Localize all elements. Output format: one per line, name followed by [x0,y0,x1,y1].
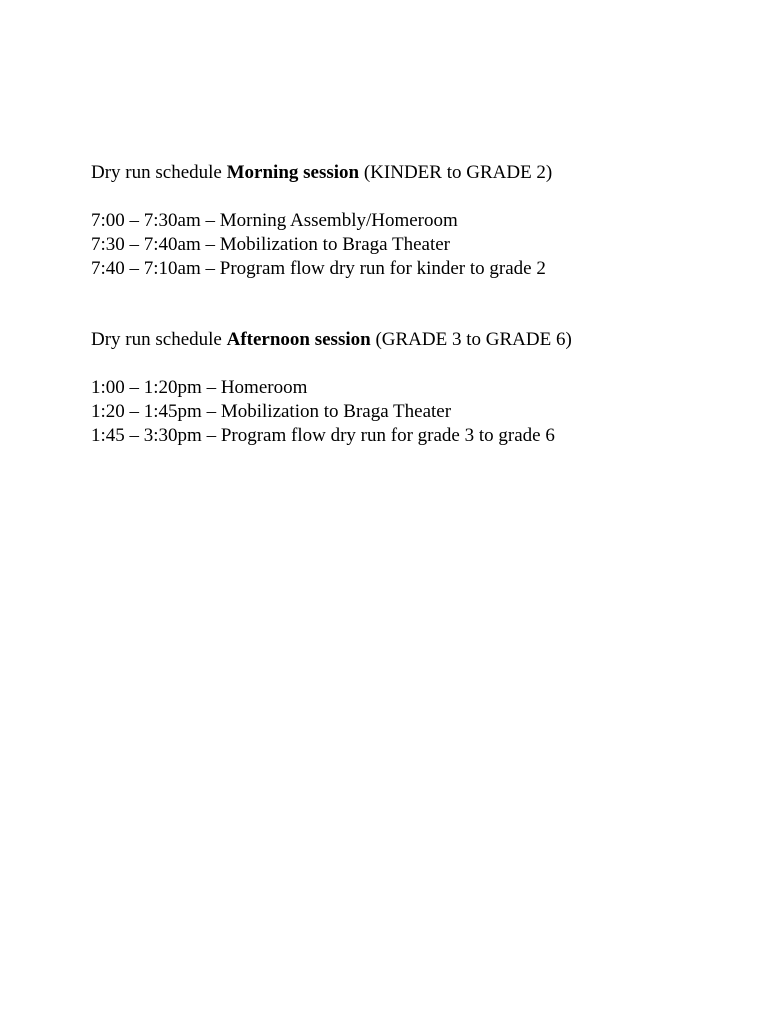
schedule-item: 1:45 – 3:30pm – Program flow dry run for grade 3 to grade 6 [91,425,555,446]
heading-grade-range: (KINDER to GRADE 2) [359,162,553,183]
afternoon-session-heading [91,328,711,352]
heading-prefix: Dry run schedule [91,162,227,183]
schedule-item: 7:00 – 7:30am – Morning Assembly/Homeroom [91,210,458,231]
morning-session-heading [91,161,711,185]
schedule-item: 1:00 – 1:20pm – Homeroom [91,377,308,398]
morning-session-section [91,161,711,281]
schedule-item: 7:40 – 7:10am – Program flow dry run for kinder to grade 2 [91,258,546,279]
schedule-item: 1:20 – 1:45pm – Mobilization to Braga Theater [91,401,452,422]
document-body [91,161,711,448]
heading-prefix: Dry run schedule [91,329,227,350]
heading-session-name: Morning session [226,162,360,183]
afternoon-schedule-list [91,376,711,448]
morning-schedule-list [91,209,711,281]
afternoon-session-section [91,328,711,448]
heading-session-name: Afternoon session [226,329,371,350]
heading-grade-range: (GRADE 3 to GRADE 6) [370,329,572,350]
schedule-item: 7:30 – 7:40am – Mobilization to Braga Theater [91,234,450,255]
